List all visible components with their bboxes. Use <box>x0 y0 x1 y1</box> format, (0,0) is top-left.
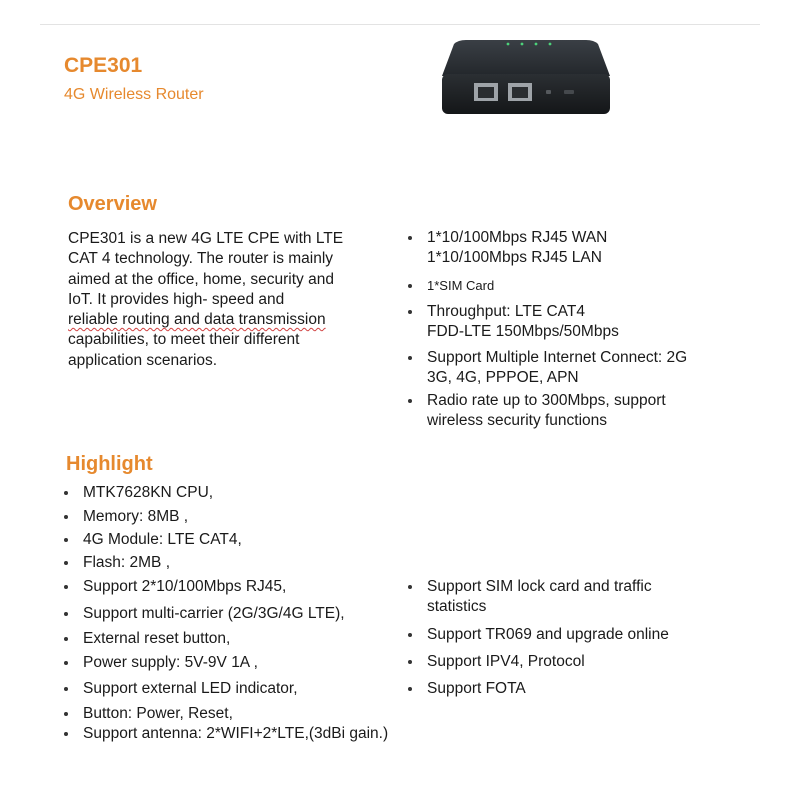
overview-line: capabilities, to meet their different <box>68 331 300 349</box>
overview-description <box>68 229 368 371</box>
spec-item-ports: 1*10/100Mbps RJ45 WAN 1*10/100Mbps RJ45 LAN <box>427 228 607 268</box>
bullet-icon <box>64 612 68 616</box>
bullet-icon <box>408 236 412 240</box>
overview-title: Overview <box>68 193 157 215</box>
highlight-item: 4G Module: LTE CAT4, <box>83 530 242 550</box>
bullet-icon <box>64 712 68 716</box>
highlight-item: Memory: 8MB , <box>83 507 188 527</box>
highlight-item: Support 2*10/100Mbps RJ45, <box>83 577 286 597</box>
bullet-icon <box>64 732 68 736</box>
highlight-item: Support external LED indicator, <box>83 679 298 699</box>
product-name: CPE301 <box>64 54 143 77</box>
overview-line: CPE301 is a new 4G LTE CPE with LTE <box>68 230 344 247</box>
highlight-item: Support antenna: 2*WIFI+2*LTE,(3dBi gain.) <box>83 724 388 744</box>
overview-line: reliable routing and data transmission <box>68 311 326 329</box>
overview-line: CAT 4 technology. The router is mainly <box>68 250 334 268</box>
spec-item-radio-rate: Radio rate up to 300Mbps, support wireless security functions <box>427 391 666 431</box>
bullet-icon <box>408 633 412 637</box>
bullet-icon <box>408 660 412 664</box>
spec-item-sim: 1*SIM Card <box>427 276 494 296</box>
bullet-icon <box>408 399 412 403</box>
bullet-icon <box>64 491 68 495</box>
bullet-icon <box>64 637 68 641</box>
highlight-item: Support SIM lock card and traffic statistics <box>427 577 652 617</box>
highlight-item: External reset button, <box>83 629 230 649</box>
overview-line: IoT. It provides high- speed and <box>68 290 285 308</box>
highlight-title: Highlight <box>66 453 153 475</box>
highlight-item: Flash: 2MB , <box>83 553 170 573</box>
overview-line: aimed at the office, home, security and <box>68 270 334 288</box>
highlight-item: Power supply: 5V-9V 1A , <box>83 653 258 673</box>
highlight-item: Support IPV4, Protocol <box>427 652 585 672</box>
spec-item-throughput: Throughput: LTE CAT4 FDD-LTE 150Mbps/50Mbps <box>427 302 619 342</box>
top-divider <box>40 24 760 25</box>
bullet-icon <box>64 661 68 665</box>
bullet-icon <box>408 356 412 360</box>
bullet-icon <box>64 687 68 691</box>
bullet-icon <box>64 585 68 589</box>
highlight-item: MTK7628KN CPU, <box>83 483 213 503</box>
overview-line: application scenarios. <box>68 351 218 369</box>
highlight-item: Support FOTA <box>427 679 526 699</box>
router-image <box>436 36 616 122</box>
bullet-icon <box>64 538 68 542</box>
bullet-icon <box>408 284 412 288</box>
highlight-item: Support multi-carrier (2G/3G/4G LTE), <box>83 604 345 624</box>
highlight-item: Button: Power, Reset, <box>83 704 233 724</box>
product-subtitle: 4G Wireless Router <box>64 86 204 103</box>
bullet-icon <box>408 585 412 589</box>
spec-item-internet-connect: Support Multiple Internet Connect: 2G 3G, 4G, PPPOE, APN <box>427 348 687 388</box>
bullet-icon <box>408 310 412 314</box>
bullet-icon <box>64 515 68 519</box>
bullet-icon <box>408 687 412 691</box>
bullet-icon <box>64 561 68 565</box>
highlight-item: Support TR069 and upgrade online <box>427 625 669 645</box>
